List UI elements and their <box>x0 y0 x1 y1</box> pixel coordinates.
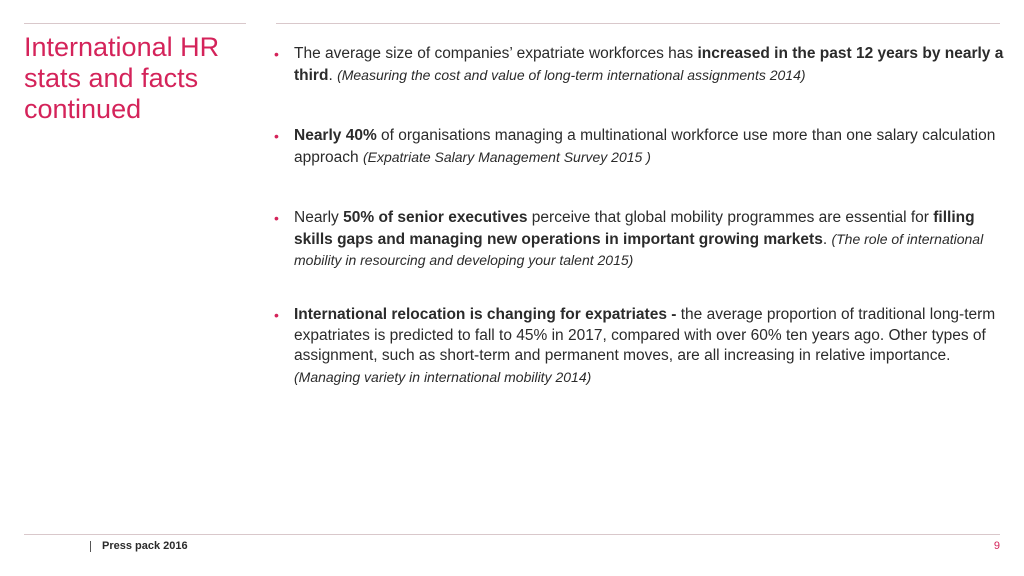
page-number: 9 <box>993 540 1000 552</box>
bullet-item-2 <box>274 126 1004 168</box>
bullet-citation: (Managing variety in international mobility 2014) <box>294 369 592 386</box>
bullet-marker: • <box>274 128 279 144</box>
bullet-item-4 <box>274 305 1004 389</box>
bullet-marker: • <box>274 307 279 323</box>
bullet-text-run: The average size of companies’ expatriate workforces has <box>294 45 698 62</box>
footer-separator <box>90 541 91 552</box>
bullet-text-run: . <box>822 230 832 248</box>
bullet-text-run: perceive that global mobility programmes are essential for <box>527 209 934 226</box>
bullet-text <box>274 126 1004 168</box>
bullet-marker: • <box>274 46 279 62</box>
bullet-citation: (The role of international mobility in resourcing and developing your talent 2015) <box>294 230 984 269</box>
bullet-marker: • <box>274 210 279 226</box>
slide-title: International HR stats and facts continued <box>24 32 220 124</box>
bullet-bold-run: increased in the past 12 years by nearly a third <box>294 45 1004 84</box>
bullet-text <box>274 305 1004 389</box>
bullet-text-run: the average proportion of traditional long-term expatriates is predicted to fall to 45% in 2017, compared with over 60% ten years ago. Other types of assignment, such as short-term and permanent moves, are all increasing in relative importance. <box>294 306 996 365</box>
footer-label: Press pack 2016 <box>102 540 188 552</box>
bullet-citation: (Expatriate Salary Management Survey 2015 ) <box>362 148 651 165</box>
bullet-text-run: . <box>328 66 338 84</box>
bullet-text-run: Nearly <box>294 209 344 226</box>
bullet-item-1 <box>274 44 1004 86</box>
bullet-text-run: of organisations managing a multinational workforce use more than one salary calculation approach <box>294 127 996 166</box>
bullet-bold-run: 50% of senior executives <box>343 209 528 226</box>
footer-rule <box>24 534 1000 535</box>
top-rule-left <box>24 23 246 24</box>
top-rule-right <box>276 23 1000 24</box>
bullet-citation: (Measuring the cost and value of long-term international assignments 2014) <box>337 66 806 83</box>
bullet-text <box>274 44 1004 86</box>
bullet-bold-run: Nearly 40% <box>294 127 377 144</box>
bullet-bold-run: filling skills gaps and managing new operations in important growing markets <box>294 209 975 248</box>
bullet-bold-run: International relocation is changing for expatriates - <box>294 306 677 323</box>
bullet-item-3 <box>274 208 1004 272</box>
bullet-text <box>274 208 1004 272</box>
